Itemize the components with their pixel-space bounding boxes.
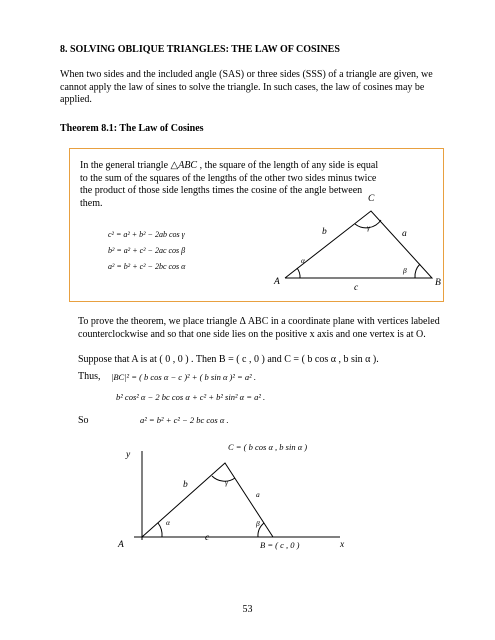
section-title: 8. SOLVING OBLIQUE TRIANGLES: THE LAW OF COSINES — [60, 44, 340, 55]
statement-prefix: In the general triangle — [80, 160, 171, 171]
y-axis-label: y — [126, 450, 131, 460]
thus-label: Thus, — [78, 371, 101, 382]
formula-c: c² = a² + b² − 2ab cos γ — [108, 230, 185, 239]
origin-a-label: A — [118, 540, 124, 550]
coord-angle-alpha: α — [166, 518, 170, 527]
beta-arc — [415, 264, 420, 278]
coord-alpha-arc — [158, 523, 162, 537]
equation-bc: |BC|² = ( b cos α − c )² + ( b sin α )² = a² . — [111, 372, 256, 382]
theorem-title: Theorem 8.1: The Law of Cosines — [60, 123, 204, 134]
alpha-arc — [297, 268, 300, 278]
angle-gamma: γ — [367, 223, 370, 232]
proof-coordinates: Suppose that A is at ( 0 , 0 ) . Then B = ( c , 0 ) and C = ( b cos α , b sin α ). — [78, 354, 379, 365]
equation-expanded: b² cos² α − 2 bc cos α + c² + b² sin² α = a² . — [116, 392, 266, 402]
side-b: b — [322, 227, 327, 237]
coord-side-a: a — [256, 490, 260, 499]
coord-angle-gamma: γ — [225, 478, 228, 487]
proof-intro: To prove the theorem, we place triangle Δ ABC in a coordinate plane with vertices labeled counterclockwise and so that one side lies on the positive x axis and one vertex is at O. — [78, 316, 440, 340]
equation-result: a² = b² + c² − 2 bc cos α . — [140, 415, 229, 425]
coord-side-b: b — [183, 480, 188, 490]
coordinate-triangle — [142, 463, 273, 537]
vertex-c: C — [368, 194, 375, 204]
page-number: 53 — [242, 604, 253, 615]
coord-angle-beta: β — [256, 519, 260, 528]
side-a: a — [402, 229, 407, 239]
so-label: So — [78, 415, 89, 426]
point-c-label: C = ( b cos α , b sin α ) — [228, 442, 308, 452]
formula-a: a² = b² + c² − 2bc cos α — [108, 262, 186, 271]
vertex-b: B — [435, 278, 441, 288]
angle-alpha: α — [301, 256, 305, 265]
statement-suffix: , the square of the length of any side is equal to the sum of the squares of the lengths of the other two sides minus twice the product of those side lengths times the cosine of the angle between them. — [80, 160, 379, 209]
x-axis-label: x — [340, 540, 345, 550]
intro-paragraph: When two sides and the included angle (SAS) or three sides (SSS) of a triangle are given, we cannot apply the law of sines to solve the triangle. In such cases, the law of cosines may be applied. — [60, 69, 433, 106]
angle-beta: β — [403, 266, 407, 275]
theorem-triangle — [285, 211, 432, 278]
vertex-a: A — [274, 277, 280, 287]
coord-gamma-arc — [212, 476, 235, 481]
formula-b: b² = a² + c² − 2ac cos β — [108, 246, 186, 255]
side-c: c — [354, 283, 359, 293]
point-b-label: B = ( c , 0 ) — [260, 540, 300, 550]
coord-side-c: c — [205, 533, 210, 543]
triangle-name: △ABC — [170, 160, 198, 171]
